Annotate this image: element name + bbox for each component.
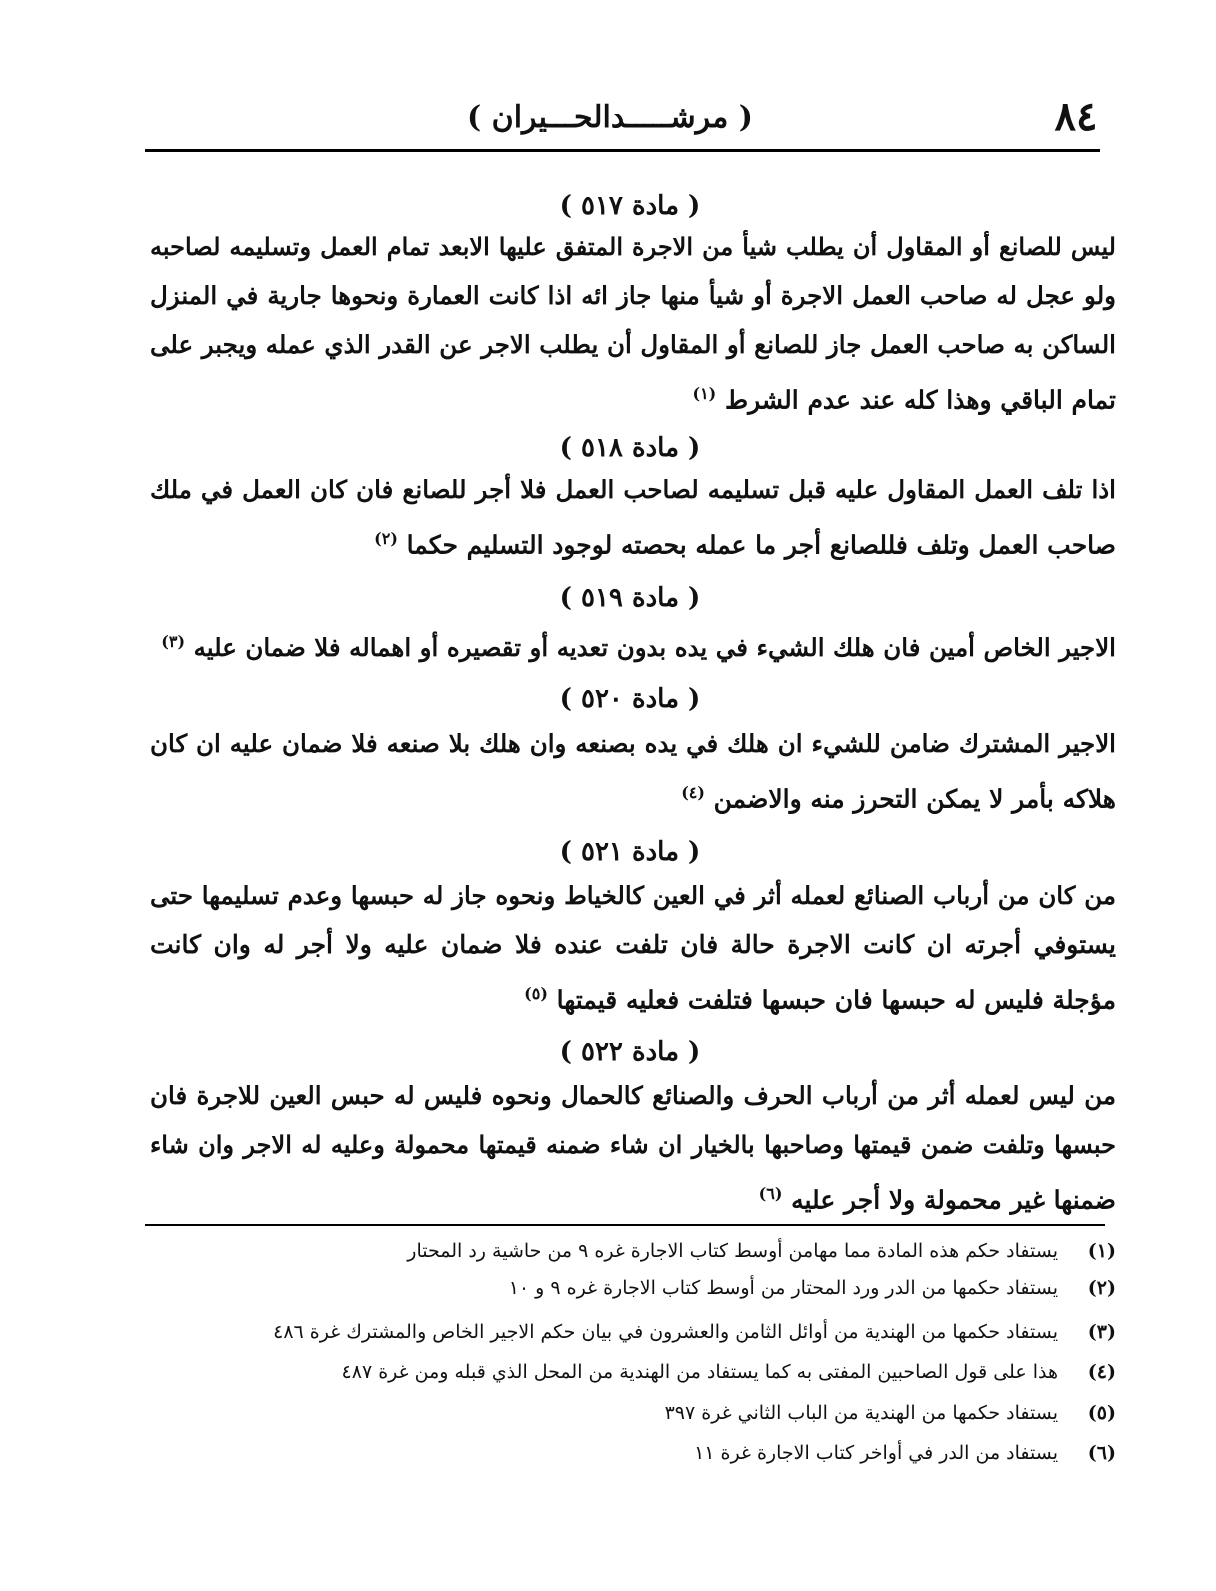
article-heading: ( مادة ٥١٩ ) [559, 583, 701, 613]
page-number: ٨٤ [1054, 93, 1098, 140]
footnote: (٤)هذا على قول الصاحبين المفتى به كما يستفاد من الهندية من المحل الذي قبله ومن غرة ٤٨٧ [341, 1361, 1116, 1383]
footnote-ref: (٥) [524, 984, 548, 1003]
footnote-ref: (٣) [161, 632, 186, 651]
article-line: يستوفي أجرته ان كانت الاجرة حالة فان تلفت عنده فلا ضمان عليه ولا أجر له وان كانت [150, 930, 1116, 959]
article-heading: ( مادة ٥١٧ ) [559, 191, 701, 221]
footnote: (٢)يستفاد حكمها من الدر ورد المحتار من أوسط كتاب الاجارة غره ٩ و ١٠ [508, 1277, 1116, 1299]
article-line: حبسها وتلفت ضمن قيمتها وصاحبها بالخيار ان شاء ضمنه قيمتها محمولة وعليه له الاجر وان شاء [150, 1130, 1116, 1159]
footnote: (٣)يستفاد حكمها من الهندية من أوائل الثامن والعشرون في بيان حكم الاجير الخاص والمشترك غرة ٤٨٦ [273, 1321, 1116, 1343]
article-heading: ( مادة ٥٢٠ ) [559, 684, 701, 714]
book-title: ( مرشـــــدالحـــيران ) [467, 100, 753, 135]
article-line: ولو عجل له صاحب العمل الاجرة أو شيأ منها جاز ائه اذا كانت العمارة ونحوها جارية في المنزل [150, 281, 1116, 310]
article-line: الساكن به صاحب العمل جاز للصانع أو المقاول أن يطلب الاجر عن القدر الذي عمله ويجبر على [150, 330, 1116, 359]
header-rule [145, 149, 1100, 152]
article-line: هلاكه بأمر لا يمكن التحرز منه والاضمن $^{(٤)}$ [681, 783, 1116, 814]
article-line: الاجير الخاص أمين فان هلك الشيء في يده بدون تعديه أو تقصيره أو اهماله فلا ضمان عليه $^{(٣)}$ [161, 632, 1116, 663]
footnote-rule [145, 1224, 1105, 1226]
article-line: صاحب العمل وتلف فللصانع أجر ما عمله بحصته لوجود التسليم حكما $^{(٢)}$ [374, 529, 1116, 560]
footnote: (١)يستفاد حكم هذه المادة مما مهامن أوسط كتاب الاجارة غره ٩ من حاشية رد المحتار [407, 1240, 1116, 1262]
footnote-ref: (٤) [681, 783, 705, 802]
footnote-ref: (١) [692, 384, 717, 403]
article-line: اذا تلف العمل المقاول عليه قبل تسليمه لصاحب العمل فلا أجر للصانع فان كان العمل في ملك [150, 475, 1116, 504]
article-line: مؤجلة فليس له حبسها فان حبسها فتلفت فعليه قيمتها $^{(٥)}$ [524, 984, 1116, 1015]
article-heading: ( مادة ٥١٨ ) [559, 433, 701, 463]
article-line: من ليس لعمله أثر من أرباب الحرف والصنائع كالحمال ونحوه فليس له حبس العين للاجرة فان [150, 1081, 1116, 1110]
article-heading: ( مادة ٥٢١ ) [559, 837, 701, 867]
article-line: الاجير المشترك ضامن للشيء ان هلك في يده بصنعه وان هلك بلا صنعه فلا ضمان عليه ان كان [150, 729, 1116, 758]
footnote: (٥)يستفاد حكمها من الهندية من الباب الثاني غرة ٣٩٧ [664, 1402, 1116, 1424]
footnote: (٦)يستفاد من الدر في أواخر كتاب الاجارة غرة ١١ [694, 1442, 1116, 1464]
article-line: ضمنها غير محمولة ولا أجر عليه $^{(٦)}$ [758, 1184, 1116, 1215]
article-line: تمام الباقي وهذا كله عند عدم الشرط $^{(١)}$ [692, 384, 1116, 415]
article-line: من كان من أرباب الصنائع لعمله أثر في العين كالخياط ونحوه جاز له حبسها وعدم تسليمها حتى [150, 881, 1116, 910]
article-line: ليس للصانع أو المقاول أن يطلب شيأ من الاجرة المتفق عليها الابعد تمام العمل وتسليمه لصاحبه [150, 232, 1116, 261]
article-heading: ( مادة ٥٢٢ ) [559, 1037, 701, 1067]
footnote-ref: (٦) [758, 1184, 783, 1203]
footnote-ref: (٢) [374, 529, 398, 548]
